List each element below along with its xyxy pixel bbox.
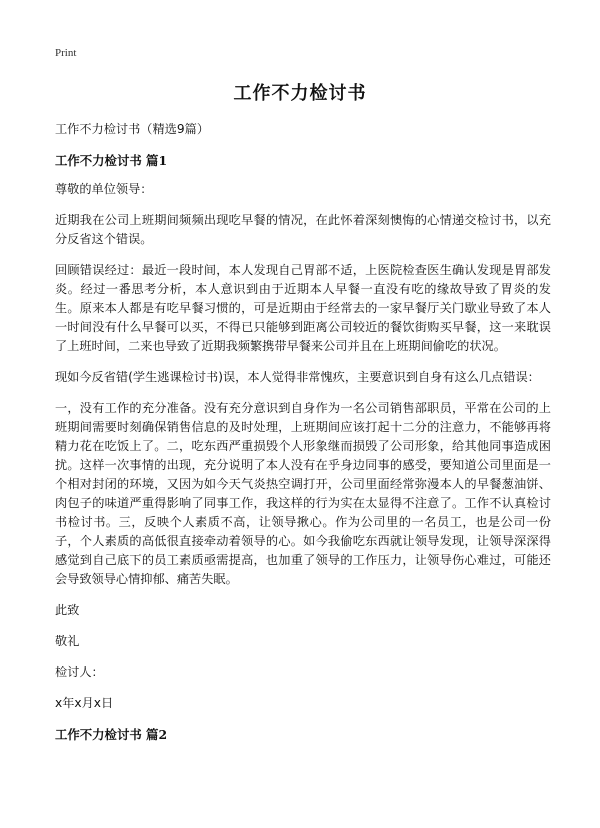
print-label: Print — [55, 47, 77, 59]
paragraph-reflection: 现如今反省错(学生逃课检讨书)误，本人觉得非常愧疚，主要意识到自身有这么几点错误： — [55, 370, 540, 384]
document-body — [55, 120, 551, 754]
closing-line-1: 此致 — [55, 603, 80, 617]
section-heading-1: 工作不力检讨书 篇1 — [55, 153, 168, 168]
signature-label: 检讨人： — [55, 665, 104, 679]
paragraph-review: 回顾错误经过：最近一段时间，本人发现自己胃部不适，上医院检查医生确认发现是胃部发炎。经过一番思考分析，本人意识到由于近期本人早餐一直没有吃的缘故导致了胃炎的发生。原来本人都是有吃早餐习惯的，可是近期由于经常去的一家早餐厅关门歇业导致了本人一时间没有什么早餐可以买，不得已只能够到距离公司较近的餐饮街购买早餐，这一来耽误了上班时间，二来也导致了近期我频繁携带早餐来公司并且在上班期间偷吃的状况。 — [55, 263, 551, 353]
page-title: 工作不力检讨书 — [233, 83, 367, 104]
paragraph-errors: 一，没有工作的充分准备。没有充分意识到自身作为一名公司销售部职员，平常在公司的上班期间需要时刻确保销售信息的及时处理，上班期间应该打起十二分的注意力，不能够再将精力花在吃饭上了。二，吃东西严重损毁个人形象继而损毁了公司形象，给其他同事造成困扰。这样一次事情的出现，充分说明了本人没有在乎身边同事的感受，要知道公司里面是一个相对封闭的环境，又因为如今天气炎热空调打开，公司里面经常弥漫本人的早餐葱油饼、肉包子的味道严重得影响了同事工作，我这样的行为实在太显得不注意了。工作不认真检讨书检讨书。三，反映个人素质不高，让领导揪心。作为公司里的一名员工，也是公司一份子，个人素质的高低很直接牵动着领导的心。如今我偷吃东西就让领导发现，让领导深深得感觉到自己底下的员工素质亟需提高，也加重了领导的工作压力，让领导伤心难过，可能还会导致领导心情抑郁、痛苦失眠。 — [55, 401, 551, 586]
document-subtitle: 工作不力检讨书（精选9篇） — [55, 122, 210, 136]
paragraph-intro: 近期我在公司上班期间频频出现吃早餐的情况，在此怀着深刻懊悔的心情递交检讨书，以充分反省这个错误。 — [55, 213, 551, 246]
salutation: 尊敬的单位领导： — [55, 182, 153, 196]
section-heading-2: 工作不力检讨书 篇2 — [55, 727, 168, 742]
closing-line-2: 敬礼 — [55, 634, 80, 648]
date-line: x年x月x日 — [55, 696, 114, 710]
